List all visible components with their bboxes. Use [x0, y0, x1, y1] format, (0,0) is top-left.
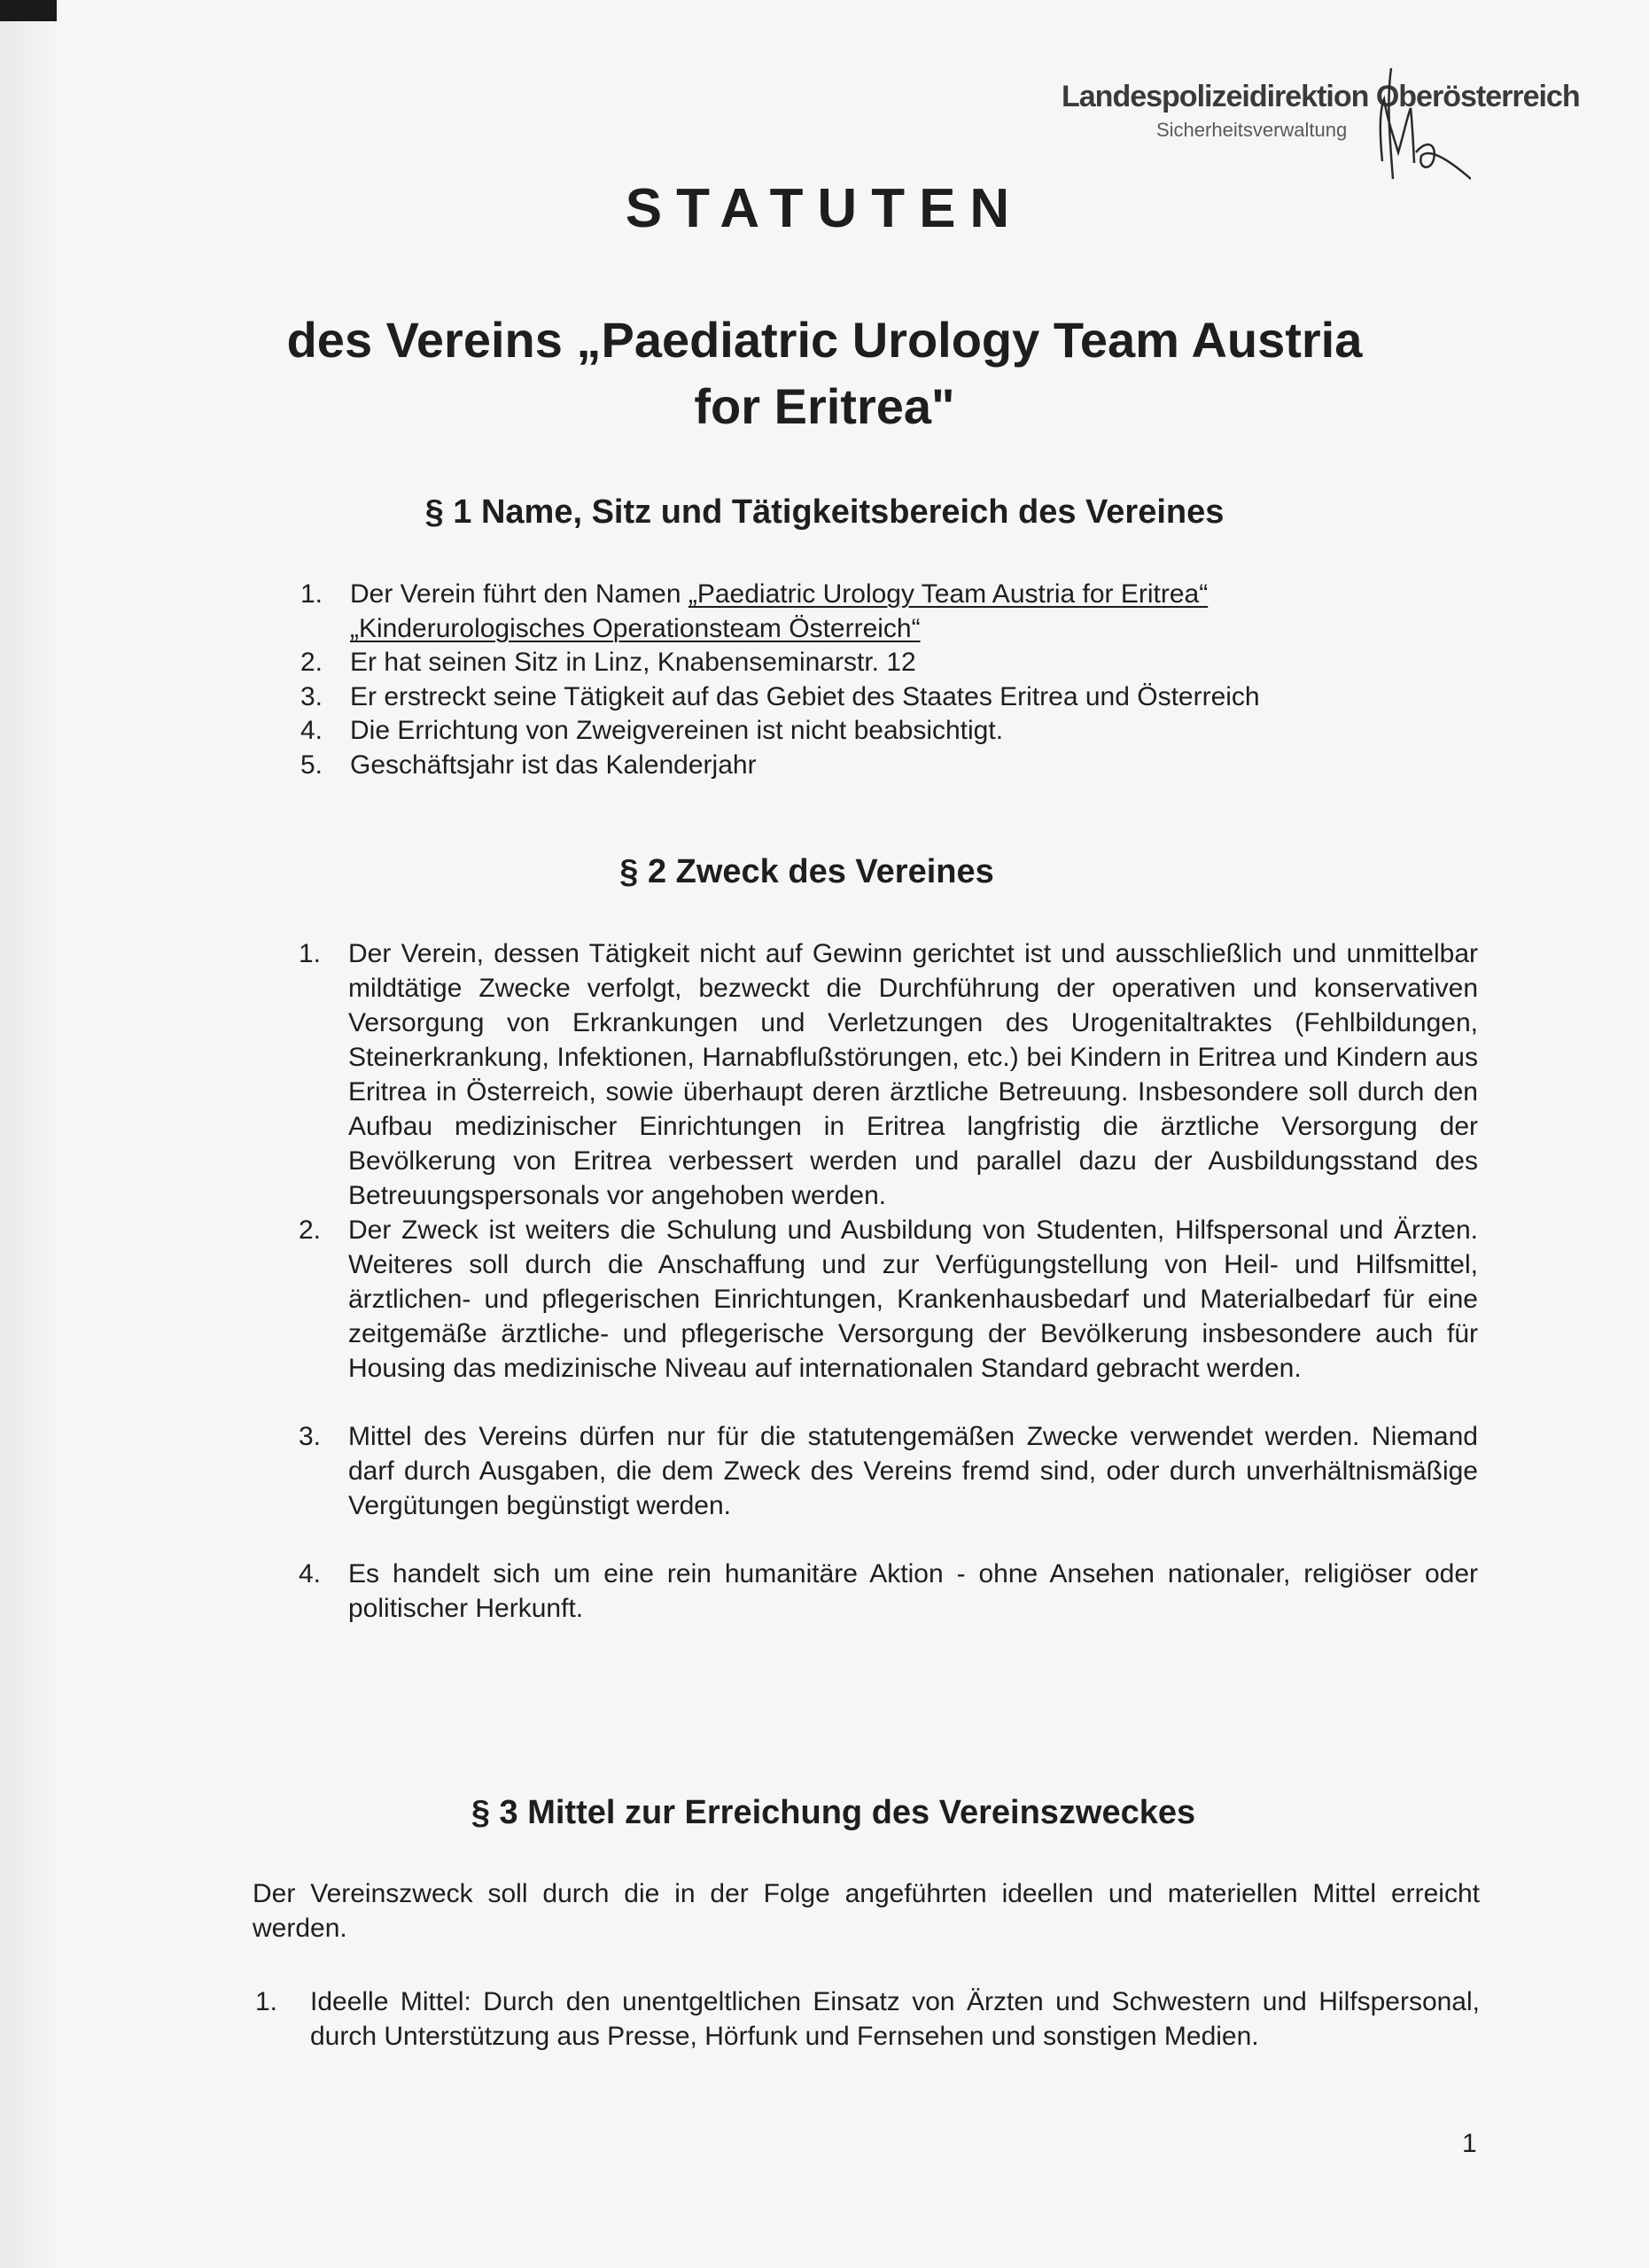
page-number: 1: [1462, 2129, 1477, 2158]
item-number: 1.: [299, 939, 322, 968]
list-item: [300, 714, 1458, 749]
section-2-list: [299, 936, 1478, 1626]
section-1-heading: § 1 Name, Sitz und Tätigkeitsbereich des Vereines: [424, 493, 1225, 531]
list-item: [300, 646, 1458, 680]
item-text: Die Errichtung von Zweigvereinen ist nicht beabsichtigt.: [350, 716, 1004, 745]
item-number: 2.: [300, 648, 323, 677]
section-3-intro: Der Vereinszweck soll durch die in der Folge angeführten ideellen und materiellen Mittel erreicht werden.: [253, 1879, 1480, 1943]
section-3-heading: § 3 Mittel zur Erreichung des Vereinszweckes: [471, 1794, 1196, 1831]
list-item: [299, 1557, 1478, 1626]
stamp-line-1: Landespolizeidirektion Oberösterreich: [1062, 80, 1580, 113]
list-item: [300, 680, 1458, 715]
list-item: [300, 578, 1458, 646]
item-number: 1.: [300, 579, 323, 609]
item-text: Er erstreckt seine Tätigkeit auf das Gebiet des Staates Eritrea und Österreich: [350, 681, 1260, 711]
item-text: Ideelle Mittel: Durch den unentgeltlichen Einsatz von Ärzten und Schwestern und Hilfspersonal, durch Unterstützung aus Presse, Hörfunk und Fernsehen und sonstigen Medien.: [310, 1987, 1480, 2051]
item-text: Geschäftsjahr ist das Kalenderjahr: [350, 750, 757, 780]
association-name: „Paediatric Urology Team Austria for Eritrea“: [688, 579, 1209, 609]
section-3-list: [255, 1984, 1480, 2054]
list-item: [300, 749, 1458, 783]
item-number: 4.: [299, 1559, 322, 1588]
subtitle-line-1: des Vereins „Paediatric Urology Team Austria: [286, 312, 1363, 368]
list-item: [299, 1419, 1478, 1523]
item-text: Mittel des Vereins dürfen nur für die statutengemäßen Zwecke verwendet werden. Niemand darf durch Ausgaben, die dem Zweck des Vereins fremd sind, oder durch unverhältnismäßige Vergütungen begünstigt werden.: [348, 1422, 1478, 1520]
section-1-list: [300, 578, 1458, 782]
scan-corner-mark: [0, 0, 57, 21]
stamp-line-2: Sicherheitsverwaltung: [1156, 119, 1348, 141]
item-number: 1.: [255, 1987, 278, 2016]
list-item: [255, 1984, 1480, 2054]
list-item: [299, 936, 1478, 1213]
item-number: 3.: [299, 1422, 322, 1451]
item-text: Es handelt sich um eine rein humanitäre Aktion - ohne Ansehen nationaler, religiöser oder politischer Herkunft.: [348, 1559, 1478, 1623]
document-title: STATUTEN: [625, 178, 1024, 239]
item-number: 2.: [299, 1216, 322, 1245]
document-subtitle: [0, 307, 1649, 439]
list-item: [299, 1213, 1478, 1386]
item-number: 4.: [300, 716, 323, 745]
item-text: Er hat seinen Sitz in Linz, Knabenseminarstr. 12: [350, 648, 916, 677]
item-text: Der Zweck ist weiters die Schulung und Ausbildung von Studenten, Hilfspersonal und Ärzten. Weiteres soll durch die Anschaffung und zur Verfügungstellung von Heil- und Hilfsmittel, ärztlichen- und pflegerischen Einrichtungen, Krankenhausbedarf und Materialbedarf für eine zeitgemäße ärztliche- und pflegerische Versorgung der Bevölkerung insbesondere auch für Housing das medizinische Niveau auf internationalen Standard gebracht werden.: [348, 1216, 1478, 1383]
association-name-german: „Kinderurologisches Operationsteam Österreich“: [350, 613, 921, 643]
item-number: 3.: [300, 681, 323, 711]
item-number: 5.: [300, 750, 323, 780]
item-text: Der Verein führt den Namen: [350, 579, 688, 609]
section-2-heading: § 2 Zweck des Vereines: [619, 853, 994, 890]
item-text: Der Verein, dessen Tätigkeit nicht auf Gewinn gerichtet ist und ausschließlich und unmittelbar mildtätige Zwecke verfolgt, bezweckt die Durchführung der operativen und konservativen Versorgung von Erkrankungen und Verletzungen des Urogenitaltraktes (Fehlbildungen, Steinerkrankung, Infektionen, Harnabflußstörungen, etc.) bei Kindern in Eritrea und Kindern aus Eritrea in Österreich, sowie überhaupt deren ärztliche Betreuung. Insbesondere soll durch den Aufbau medizinischer Einrichtungen in Eritrea langfristig die ärztliche Versorgung der Bevölkerung von Eritrea verbessert werden und parallel dazu der Ausbildungsstand des Betreuungspersonals vor angehoben werden.: [348, 939, 1478, 1210]
subtitle-line-2: for Eritrea": [694, 378, 955, 434]
